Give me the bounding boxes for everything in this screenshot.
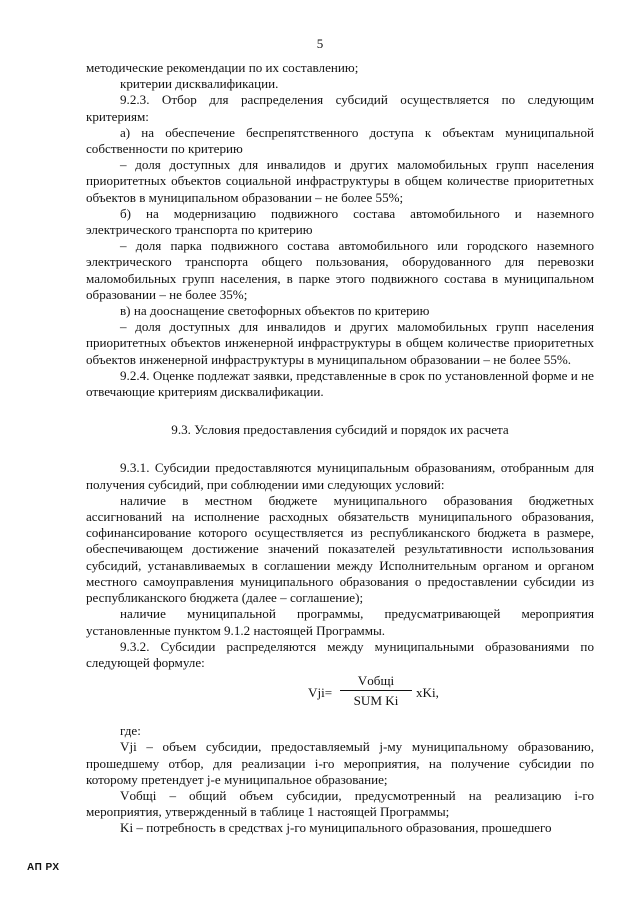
paragraph: 9.3.2. Субсидии распределяются между муниципальными образованиями по следующей формуле: — [86, 638, 594, 670]
paragraph: – доля доступных для инвалидов и других маломобильных групп населения приоритетных объектов инженерной инфраструктуры в общем количестве приоритетных объектов инженерной инфраструктуры в муниципальном образовании – не более 55%. — [86, 319, 594, 367]
paragraph: Vобщi – общий объем субсидии, предусмотренный на реализацию i-го мероприятия, утвержденный в таблице 1 настоящей Программы; — [86, 787, 594, 820]
formula-denominator: SUM Ki — [353, 693, 399, 709]
section-heading: 9.3. Условия предоставления субсидий и порядок их расчета — [171, 422, 509, 438]
paragraph: критерии дисквалификации. — [120, 76, 279, 92]
page-number: 5 — [316, 36, 324, 51]
paragraph: – доля доступных для инвалидов и других маломобильных групп населения приоритетных объектов социальной инфраструктуры в общем количестве приоритетных объектов в муниципальном образовании – не более 55%; — [86, 157, 594, 205]
paragraph: Ki – потребность в средствах j-го муниципального образования, прошедшего — [120, 820, 552, 836]
paragraph: 9.2.3. Отбор для распределения субсидий осуществляется по следующим критериям: — [86, 92, 594, 124]
paragraph: методические рекомендации по их составлению; — [86, 60, 359, 75]
paragraph: в) на дооснащение светофорных объектов по критерию — [120, 303, 430, 319]
paragraph: наличие муниципальной программы, предусматривающей мероприятия установленные пунктом 9.1.2 настоящей Программы. — [86, 606, 594, 638]
formula-right: xKi, — [416, 685, 439, 701]
paragraph: 9.3.1. Субсидии предоставляются муниципальным образованиям, отобранным для получения субсидий, при соблюдении ими следующих условий: — [86, 460, 594, 492]
formula-left: Vji= — [308, 685, 333, 701]
paragraph: где: — [120, 723, 141, 739]
paragraph: Vji – объем субсидии, предоставляемый j-му муниципальному образованию, прошедшему отбор, для реализации i-го мероприятия, на получение субсидии по которому претендует j-е муниципальное образование; — [86, 739, 594, 787]
document-body — [86, 60, 594, 837]
formula-fraction — [340, 673, 412, 709]
paragraph: а) на обеспечение беспрепятственного доступа к объектам муниципальной собственности по критерию — [86, 124, 594, 157]
footer-mark: АП РХ — [27, 862, 60, 873]
paragraph: наличие в местном бюджете муниципального образования бюджетных ассигнований на исполнение расходных обязательств муниципального образования, софинансирование которого осуществляется из республиканского бюджета в размере, обеспечивающем достижение значений показателей результативности использования субсидий, устанавливаемых в соглашении между Исполнительным органом и органом местного самоуправления муниципального образования о предоставлении субсидии из республиканского бюджета (далее – соглашение); — [86, 492, 594, 606]
paragraph: – доля парка подвижного состава автомобильного или городского наземного электрического транспорта общего пользования, оборудованного для перевозки маломобильных групп населения, в парке этого подвижного состава в муниципальном образовании – не более 35%; — [86, 238, 594, 302]
formula-numerator: Vобщi — [340, 673, 412, 691]
formula — [86, 673, 594, 717]
paragraph: 9.2.4. Оценке подлежат заявки, представленные в срок по установленной форме и не отвечающие критериям дисквалификации. — [86, 367, 594, 400]
paragraph: б) на модернизацию подвижного состава автомобильного и наземного электрического транспорта по критерию — [86, 205, 594, 238]
